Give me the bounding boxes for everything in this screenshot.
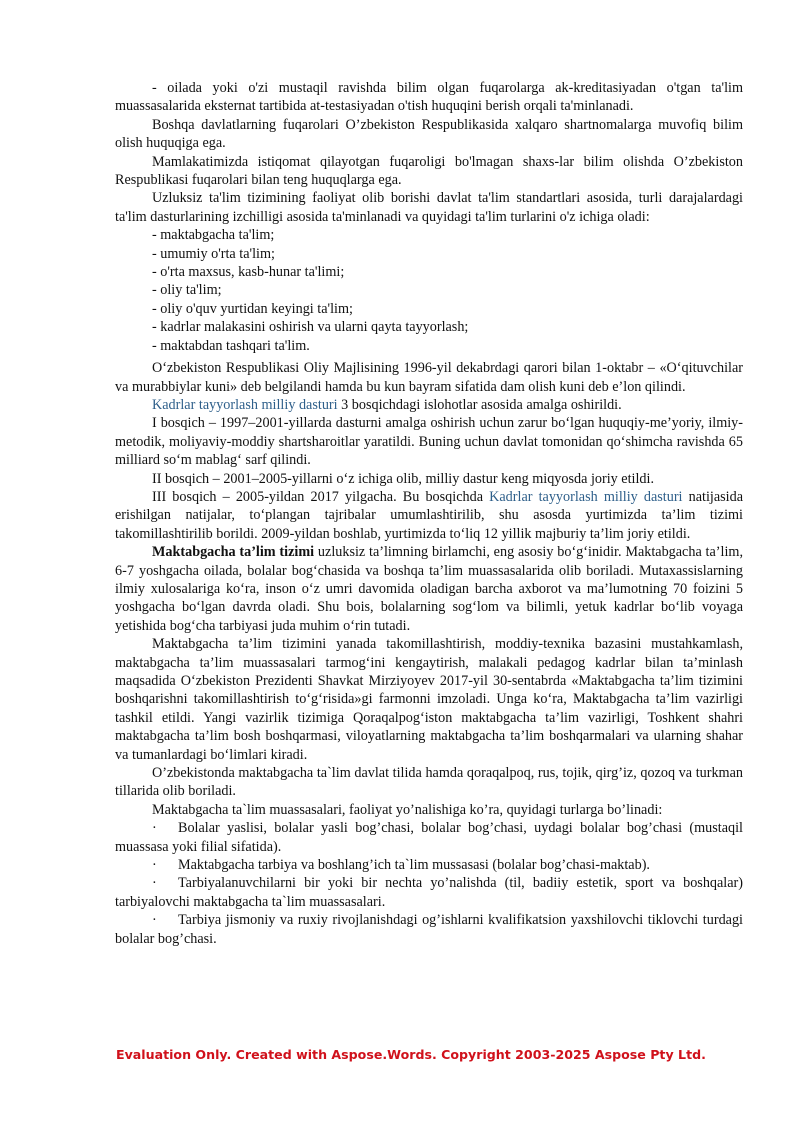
bullet-paragraph <box>115 874 743 911</box>
paragraph-text: natijasida erishilgan natijalar, to‘plangan tajribalar umumlashtirilib, shu asosda yurtimizda ta’lim tizimi takomillashtirilib borildi. 2009-yildan boshlab, yurtimizda to‘liq 12 yillik majburiy ta’lim joriy etildi. <box>115 488 744 542</box>
paragraph-text: 3 bosqichdagi islohotlar asosida amalga oshirildi. <box>337 396 622 413</box>
paragraph <box>115 470 743 488</box>
paragraph-text: Tarbiyalanuvchilarni bir yoki bir nechta yo’nalishda (til, badiiy estetik, sport va boshqalar) tarbiyalovchi maktabgacha ta`lim muassasalari. <box>115 875 743 910</box>
paragraph-text: - kadrlar malakasini oshirish va ularni qayta tayyorlash; <box>152 319 469 336</box>
document-body <box>115 79 743 948</box>
paragraph-text: Uzluksiz ta'lim tizimining faoliyat olib borishi davlat ta'lim standartlari asosida, turli darajalardagi ta'lim dasturlarining izchilligi asosida ta'minlanadi va quyidagi ta'lim turlarini o'z ichiga oladi: <box>115 190 743 225</box>
paragraph-text: Boshqa davlatlarning fuqarolari O’zbekiston Respublikasida xalqaro shartnomalarga muvofiq bilim olish huquqiga ega. <box>115 116 743 152</box>
paragraph-text: - oliy o'quv yurtidan keyingi ta'lim; <box>152 300 353 317</box>
paragraph-text: - maktabdan tashqari ta'lim. <box>152 337 310 354</box>
paragraph <box>115 801 743 819</box>
paragraph <box>115 116 743 153</box>
paragraph <box>115 189 743 226</box>
paragraph-text: Maktabgacha ta`lim muassasalari, faoliyat yo’nalishiga ko’ra, quyidagi turlarga bo’linadi: <box>152 801 663 818</box>
paragraph <box>115 318 743 336</box>
paragraph <box>115 635 743 764</box>
paragraph <box>115 359 743 396</box>
paragraph <box>115 226 743 244</box>
paragraph <box>115 337 743 355</box>
bullet-paragraph <box>115 856 743 874</box>
paragraph-text: - oilada yoki o'zi mustaqil ravishda bilim olgan fuqarolarga ak-kreditasiyadan o'tgan ta'lim muassasalarida eksternat tartibida at-testasiyadan o'tish huquqini berish orqali ta'minlanadi. <box>115 80 743 115</box>
paragraph-text: Bolalar yaslisi, bolalar yasli bog’chasi, bolalar bog’chasi, uydagi bolalar bog’chasi (mustaqil muassasa yoki filial sifatida). <box>115 820 743 855</box>
bullet-paragraph <box>115 819 743 856</box>
paragraph <box>115 263 743 281</box>
paragraph-text: II bosqich – 2001–2005-yillarni o‘z ichiga olib, milliy dastur keng miqyosda joriy etildi. <box>152 470 655 487</box>
link-text[interactable]: Kadrlar tayyorlash milliy dasturi <box>489 488 683 505</box>
paragraph-text: - umumiy o'rta ta'lim; <box>152 245 275 262</box>
paragraph <box>115 396 743 414</box>
paragraph <box>115 414 743 469</box>
paragraph <box>115 245 743 263</box>
bullet-marker: · <box>152 875 157 892</box>
paragraph-text: I bosqich – 1997–2001-yillarda dasturni amalga oshirish uchun zarur bo‘lgan huquqiy-me’yoriy, ilmiy-metodik, moliyaviy-moddiy shartsharoitlar yaratildi. Buning uchun davlat tomonidan qo‘shimcha ravishda 65 milliard so‘m mablag‘ sarf qilindi. <box>115 415 743 469</box>
paragraph-text: Maktabgacha tarbiya va boshlang’ich ta`lim mussasasi (bolalar bog’chasi-maktab). <box>178 857 650 874</box>
paragraph-text: - o'rta maxsus, kasb-hunar ta'limi; <box>152 264 345 281</box>
paragraph <box>115 300 743 318</box>
paragraph <box>115 488 743 543</box>
link-text[interactable]: Kadrlar tayyorlash milliy dasturi <box>152 396 338 413</box>
bullet-marker: · <box>152 912 157 929</box>
bold-term: Maktabgacha ta’lim tizimi <box>152 544 315 561</box>
paragraph-text: III bosqich – 2005-yildan 2017 yilgacha. Bu bosqichda <box>152 488 490 505</box>
paragraph <box>115 153 743 190</box>
paragraph <box>115 764 743 801</box>
paragraph-text: uzluksiz ta’limning birlamchi, eng asosiy bo‘g‘inidir. Maktabgacha ta’lim, 6-7 yoshgacha oilada, bolalar bog‘chasida va boshqa ta’lim muassasalarida olib boriladi. Mutaxassislarning ilmiy xulosalariga ko‘ra, inson o‘z umri davomida oladigan barcha axborot va ma’lumotning 70 foizini 5 yoshgacha bo‘lgan davrda oladi. Shu bois, bolalarning sog‘lom va bilimli, yetuk kadrlar bo‘lib voyaga yetishida bog‘cha tarbiyasi juda muhim o‘rin tutadi. <box>115 544 743 634</box>
bullet-paragraph <box>115 911 743 948</box>
bullet-marker: · <box>152 820 157 837</box>
paragraph-text: Tarbiya jismoniy va ruxiy rivojlanishdagi og’ishlarni kvalifikatsion yaxshilovchi tiklovchi turdagi bolalar bog’chasi. <box>115 912 743 947</box>
paragraph <box>115 543 743 635</box>
paragraph-text: Mamlakatimizda istiqomat qilayotgan fuqaroligi bo'lmagan shaxs-lar bilim olishda O’zbekiston Respublikasi fuqarolari bilan teng huquqlarga ega. <box>115 153 743 189</box>
paragraph-text: - maktabgacha ta'lim; <box>152 227 275 244</box>
paragraph-text: O’zbekistonda maktabgacha ta`lim davlat tilida hamda qoraqalpoq, rus, tojik, qirg’iz, qozoq va turkman tillarida olib boriladi. <box>115 765 743 800</box>
paragraph <box>115 281 743 299</box>
evaluation-watermark: Evaluation Only. Created with Aspose.Words. Copyright 2003-2025 Aspose Pty Ltd. <box>116 1047 706 1062</box>
paragraph <box>115 79 743 116</box>
bullet-marker: · <box>152 857 157 874</box>
paragraph-text: Maktabgacha ta’lim tizimini yanada takomillashtirish, moddiy-texnika bazasini mustahkamlash, maktabgacha ta’lim muassasalari tarmog‘ini kengaytirish, malakali pedagog kadrlar bilan ta’minlash maqsadida O‘zbekiston Prezidenti Shavkat Mirziyoyev 2017-yil 30-sentabrda «Maktabgacha ta’lim tizimini boshqarishni takomillashtirish to‘g‘risida»gi farmonni imzoladi. Unga ko‘ra, Maktabgacha ta’lim vazirligi tashkil etildi. Yangi vazirlik tizimiga Qoraqalpog‘iston maktabgacha ta’lim vazirligi, Toshkent shahri maktabgacha ta’lim bosh boshqarmasi, viloyatlarning maktabgacha ta’lim boshqarmalari va ularning shahar va tumanlardagi bo‘limlari kiradi. <box>115 636 743 763</box>
paragraph-text: - oliy ta'lim; <box>152 282 222 299</box>
paragraph-text: O‘zbekiston Respublikasi Oliy Majlisining 1996-yil dekabrdagi qarori bilan 1-oktabr – «O‘qituvchilar va murabbiylar kuni» deb belgilandi hamda bu kun bayram sifatida dam olish kuni deb e’lon qilindi. <box>115 360 743 395</box>
